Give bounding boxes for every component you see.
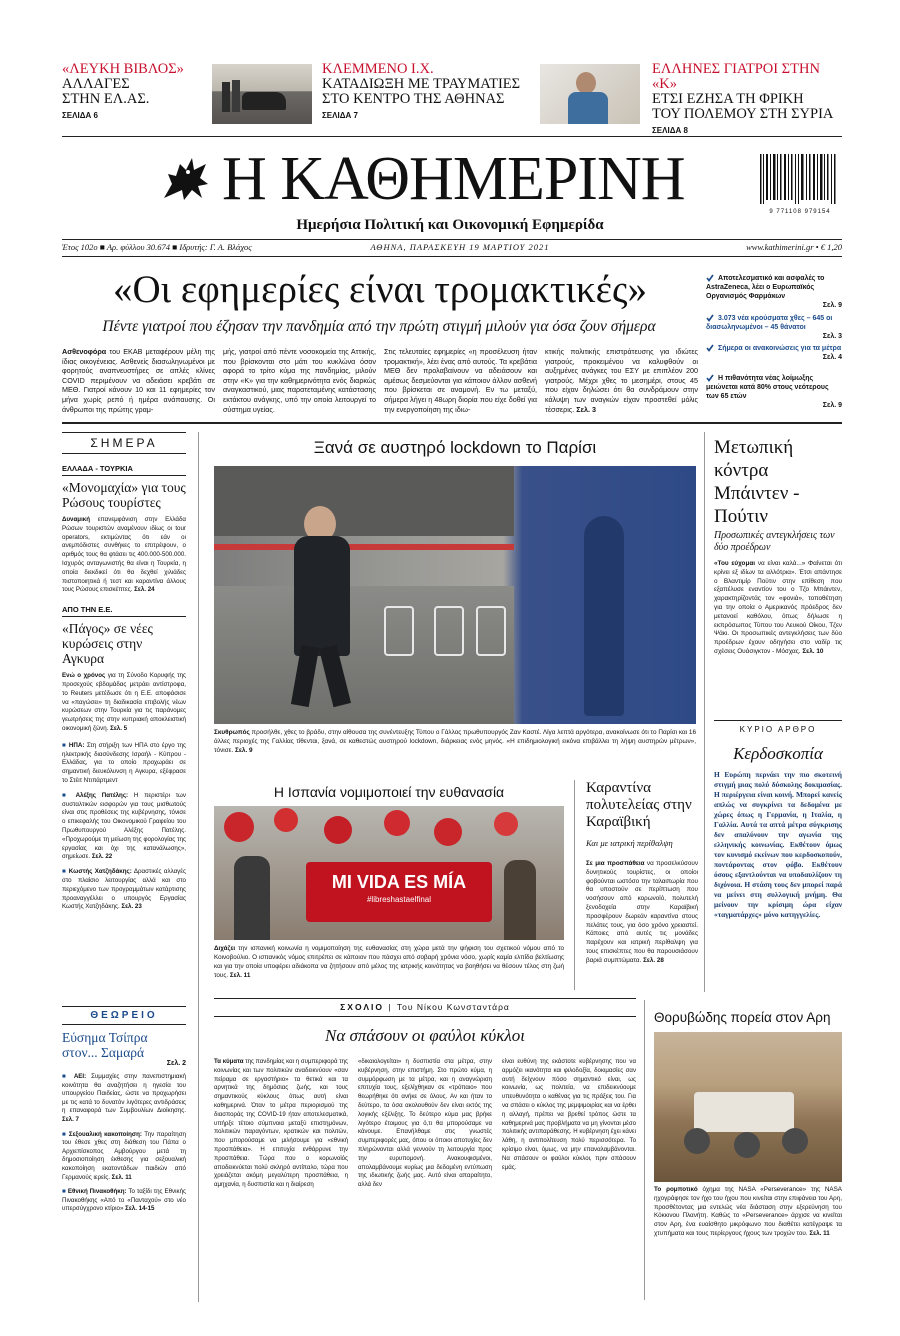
theorio-bullet[interactable]: ■ Εθνική Πινακοθήκη: Το ταξίδι της Εθνικής Πινακοθήκης «Από το «Πανταχού» στο νέο υπερσύγχρονο κτίριο» Σελ. 14-15	[62, 1188, 187, 1213]
spain-caption: Διχάζει την ισπανική κοινωνία η νομιμοποίηση της ευθανασίας στη χώρα μετά την ψήφιση του σχετικού νόμου από το Κοινοβούλιο. Ο ισπανικός νόμος επιτρέπει σε κάποιον που πάσχει από σοβαρή χρόνια νόσο, χωρίς καμία ελπίδα βελτίωσης και για την οποία υποφέρει αδιάκοπα να ζητήσουν από μέλος της ιατρικής κοινότητας να βοηθήσει να θέσουν τέλος στη ζωή τους. Σελ. 11	[214, 945, 564, 979]
brief-item[interactable]	[706, 374, 842, 414]
lead-col-text: κτικής πολιτικής επιστράτευσης για ιδιώτες γιατρούς, προκειμένου να καλυφθούν οι αυξημένες ανάγκες του ΕΣΥ με επιπλέον 200 γιατρούς. Μέχρι χθες το μεσημέρι, στους 45 που είχαν δηλώσει ότι θα συνδράμουν στην κάλυψη των αναγκών είχαν προστεθεί μόλις τέσσερις.	[545, 347, 698, 414]
divider	[62, 475, 186, 476]
today-item-title: «Πάγος» σε νέες κυρώσεις στην Αγκυρα	[62, 621, 153, 667]
page-ref: Σελ. 11	[229, 972, 251, 979]
masthead-title[interactable]: Η ΚΑΘΗΜΕΡΙΝΗ	[222, 145, 685, 213]
section-label: ΕΛΛΑΔΑ - ΤΟΥΡΚΙΑ	[62, 464, 133, 473]
column-rule	[644, 1000, 645, 1300]
lead-col-3	[384, 347, 537, 414]
lead-col-text: Στις τελευταίες εφημερίες «η προσέλευση ήταν τρομακτική», λέει ένας από αυτούς. Τα κρεβάτια ΜΕΘ δεν προλαβαίνουν να αδειάσουν και αμέσως δεσμεύονται για κάποιον άλλον ασθενή που βρίσκεται σε αναμονή. Εν τω μεταξύ, σήμερα λήγει η 48ωρη διορία που είχε δοθεί για την ενεργοποίηση της ιδιω-	[384, 347, 537, 414]
mars-headline[interactable]: Θορυβώδης πορεία στον Αρη	[654, 1010, 831, 1025]
editorial-box	[714, 720, 842, 988]
teaser-page: ΣΕΛΙΔΑ 7	[322, 111, 358, 120]
divider	[62, 239, 842, 240]
page-ref: Σελ. 5	[110, 724, 128, 732]
scholio-label: ΣΧΟΛΙΟ	[340, 1002, 384, 1012]
page-ref: Σελ. 24	[134, 586, 155, 594]
brief-text: Σήμερα οι ανακοινώσεις για τα μέτρα	[718, 345, 842, 352]
teaser-photo-car	[212, 64, 312, 124]
theorio-bullet[interactable]: ■ ΑΕΙ: Συμμαχίες στην πανεπιστημιακή κοινότητα θα αναζητήσει η ηγεσία του υπουργείου Παιδείας, ώστε να προχωρήσει με τις κατά το δυνατόν λιγότερες αντιδράσεις η επαναφορά των Συμβουλίων Διοίκησης. Σελ. 7	[62, 1073, 186, 1123]
barcode	[758, 154, 842, 216]
issue-info: Έτος 102ο ■ Αρ. φύλλου 30.674 ■ Ιδρυτής: Γ. Α. Βλάχος	[62, 242, 252, 252]
carib-text: Σε μια προσπάθεια να προσελκύσουν δυνητικούς τουρίστες, οι οποίοι φοβούνται ωστόσο την ταλαιπωρία που θα υποστούν σε περίπτωση που νοσήσουν από κορωνοϊό, πολυτελή ξενοδοχεία στην Καραϊβική προσφέρουν δωρεάν καραντίνα στους πελάτες τους, για όσο χρόνο χρειαστεί. Κάποιες από αυτές τις μονάδες παρέχουν και ιατρική περίθαλψη για τους επισκέπτες που θα παρουσιάσουν βαριά συμπτώματα. Σελ. 28	[586, 860, 698, 964]
scholio-col-1: Τα κύματα της πανδημίας και η συμπεριφορά της κοινωνίας και των πολιτικών αναδεικνύουν «σαν πείραμα σε εργαστήριο» τα θετικά και τα αρνητικά της δημόσιας ζωής, και τους σημαντικούς κύκλους όπως αυτή είναι καθημερινά. Όταν το μέτρα περιορισμού της διασποράς της COVID-19 ήταν αποτελεσματικά, υπήρξε τέτοιο σύμπνοια μεταξύ επιστημόνων, πολιτικών παραγόντων, κρατικών και πολιτών, που μπορούσαμε να μιλήσουμε για «εθνική προσπάθεια». Η επιτυχία ενθάρρυνε την προσπάθεια. Τώρα που ο κορωνοϊός αποδεικνύεται πολύ σκληρό αντίπαλο, τώρα που χρειάζεται ακόμη μεγαλύτερη προσπάθεια, η αμηχανία, η δυσπιστία και η διαίρεση	[214, 1058, 348, 1189]
page-ref: Σελ. 9	[235, 747, 253, 754]
banner-tag: #libreshastaelfinal	[366, 895, 432, 904]
spain-headline[interactable]: Η Ισπανία νομιμοποιεί την ευθανασία	[273, 784, 505, 800]
brief-item[interactable]	[706, 344, 842, 374]
spain-photo	[214, 806, 564, 940]
page-ref: Σελ. 3	[822, 333, 842, 340]
theorio-title[interactable]: Εύσημα Τσίπρα στον... Σαμαρά	[62, 1030, 148, 1060]
teaser-kicker: «ΛΕΥΚΗ ΒΙΒΛΟΣ»	[62, 61, 184, 77]
scholio-col-2: «δικαιολογείται» η δυσπιστία στα μέτρα, στην κυβέρνηση, στην επιστήμη. Στο πρώτο κύμα, η συμμόρφωση με τα μέτρα, και η αναγνώριση επιτυχία τους, εξελίχθηκαν σε «τρόπαιο» που θεωρήθηκε ότι ανήκε σε όλους. Αν και ήταν το δεύτερο, τα όσα ακολουθούν δεν είναι εκτός της λογικής εξέλιξης. Το δεύτερο κύμα μας βρήκε λιγότερο έτοιμους για ό,τι θα μπορούσαμε να κάνουμε. Επανήλθαμε στις γνωστές συμπεριφορές μας, όπου οι όποιοι αποτυχίες δεν πληρώνονται αλλά γεννούν τη λειτουργία προς την ευρυπομονή. Ανακουφισμένοι, απολαμβάνουμε κυρίως μια δεδομένη εντύπωση της ιδιωτικής ζωής μας. Αυτό είναι απαραίτητο, αλλά δεν	[358, 1058, 492, 1189]
putin-headline[interactable]: Μετωπική κόντρα Μπάιντεν - Πούτιν	[714, 437, 800, 527]
lead-col-4	[545, 347, 698, 414]
protest-banner	[306, 862, 492, 922]
page-ref: Σελ. 3	[576, 404, 596, 414]
teaser-line: ΣΤΗΝ ΕΛ.ΑΣ.	[62, 91, 150, 107]
today-item-text: Δυναμική επανεμφάνιση στην Ελλάδα Ρώσων τουριστών αναμένουν ιδίως οι tour operators, εκτιμώντας ότι εάν οι ανεμπόδιστες συνθήκες το επιτρέψουν, ο αριθμός τους θα φτάσει τις 400.000-500.000. Ισχυρός ανταγωνιστής θα είναι η Τουρκία, η οποία διεκδικεί ότι θα δεχθεί χιλιάδες πιστοποιητικά ή τεστ και καραντίνα άλλους τους Ρώσους επισκέπτες. Σελ. 24	[62, 516, 186, 594]
banner-text: MI VIDA ES MÍA	[331, 872, 467, 892]
checkmark-icon	[706, 314, 714, 322]
carib-headline[interactable]: Καραντίνα πολυτελείας στην Καραϊβική	[586, 780, 692, 830]
brief-text: Αποτελεσματικό και ασφαλές το AstraZeneca, λέει ο Ευρωπαϊκός Οργανισμός Φαρμάκων	[706, 275, 825, 300]
page-ref: Σελ. 2	[166, 1060, 186, 1067]
scholio-author: Του Νίκου Κωνσταντάρα	[396, 1002, 510, 1012]
today-item-text: Ενώ ο χρόνος για τη Σύνοδο Κορυφής της προσεχούς εβδομάδας μετράει αντίστροφα, το Reuters μετέδωσε ότι η Ε.Ε. αποφάσισε να «παγώσει» τη διαδικασία επιβολής νέων κυρώσεων στην Τουρκία για τις παράνομες γεωτρήσεις της στην κυπριακή αποκλειστική οικονομική ζώνη. Σελ. 5	[62, 672, 186, 732]
teaser-photo-doctor	[540, 64, 640, 124]
section-label: ΑΠΟ ΤΗΝ Ε.Ε.	[62, 605, 113, 615]
lead-headline[interactable]: «Οι εφημερίες είναι τρομακτικές»	[113, 268, 647, 311]
paris-headline[interactable]: Ξανά σε αυστηρό lockdown το Παρίσι	[313, 438, 597, 457]
divider	[62, 422, 842, 424]
putin-subhead: Προσωπικές αντεγκλήσεις των δύο προέδρων	[714, 530, 835, 553]
briefs-list	[706, 274, 842, 414]
brief-item[interactable]	[706, 274, 842, 314]
lead-subhead: Πέντε γιατροί που έζησαν την πανδημία από την πρώτη στιγμή μιλούν για όσα ζουν σήμερα	[102, 318, 656, 335]
barcode-icon	[758, 154, 842, 204]
teaser-line: ΚΑΤΑΔΙΩΞΗ ΜΕ ΤΡΑΥΜΑΤΙΕΣ	[322, 76, 521, 92]
page-ref: Σελ. 28	[643, 956, 664, 964]
page-ref: Σελ. 4	[822, 354, 842, 361]
today-item[interactable]	[62, 605, 186, 734]
theorio-column	[62, 1006, 186, 1306]
page-ref: Σελ. 11	[809, 1229, 830, 1237]
barcode-number: 9 771108 979154	[769, 209, 831, 215]
lead-body	[62, 347, 698, 417]
teaser-1[interactable]	[62, 62, 202, 120]
divider	[62, 616, 186, 617]
editorial-label: ΚΥΡΙΟ ΑΡΘΡΟ	[739, 725, 817, 734]
editorial-title[interactable]: Κερδοσκοπία	[733, 744, 823, 763]
today-header: ΣΗΜΕΡΑ	[62, 432, 186, 454]
today-bullet[interactable]: ■ ΗΠΑ: Στη στήριξη των ΗΠΑ στο έργο της ηλεκτρικής διασύνδεσης Ισραήλ - Κύπρου - Ελλάδας, για το οποίο προχωράει σε σημαντική διευκόλυνση η Αγκυρα, εξέφρασε το Στέιτ Ντιπάρτμεντ	[62, 741, 186, 784]
teaser-3[interactable]	[652, 62, 842, 135]
scholio-label-row: ΣΧΟΛΙΟ | Του Νίκου Κωνσταντάρα	[340, 1002, 510, 1012]
checkmark-icon	[706, 274, 714, 282]
teaser-line: ΣΤΟ ΚΕΝΤΡΟ ΤΗΣ ΑΘΗΝΑΣ	[322, 91, 505, 107]
today-bullet[interactable]: ■ Αλέξης Πατέλης: Η περιστέρι των συσταλτικών εισφορών για τους μισθωτούς είναι στις προθέσεις της κυβέρνησης, τόνισε ο επικεφαλής του Οικονομικού Γραφείου του Πρωθυπουργού Αλέξης Πατέλης. «Προχωρούμε τη μείωση της φορολογίας της εργασίας και όχι της κατανάλωσης», σημείωσε. Σελ. 22	[62, 791, 186, 861]
putin-text: «Του εύχομαι να είναι καλά...» Φαίνεται ότι κρίνει εξ ιδίων τα αλλότρια». Έτσι απάντησε ο Βλαντιμίρ Πούτιν στην επίθεση που εξαπέλυσε εναντίον του ο Τζο Μπάιντεν, χαρακτηρίζοντάς τον «φονιά», τοποθέτηση για την οποία ο Αμερικανός πρόεδρος δεν μετανοεί καθόλου, όπως δήλωσε η εκπρόσωπος Τύπου του Λευκού Οίκου, Τζεν Ψάκι. Οι προσωπικές αντεγκλήσεις των δύο προέδρων έχουν οδηγήσει στο ναδίρ τις σχέσεις Ουάσιγκτον - Μόσχας. Σελ. 10	[714, 560, 842, 655]
paris-photo	[214, 466, 696, 724]
brief-text: Η πιθανότητα νέας λοίμωξης μειώνεται κατά 80% στους νεότερους των 65 ετών	[706, 375, 829, 400]
divider	[714, 720, 842, 721]
teaser-line: ΕΤΣΙ ΕΖΗΣΑ ΤΗ ΦΡΙΚΗ	[652, 91, 804, 107]
today-bullet[interactable]: ■ Κωστής Χατζηδάκης: Δραστικές αλλαγές στο πλαίσιο λειτουργίας αλλά και στο περιεχόμενο των προγραμμάτων κατάρτισης προαναγγέλλει ο υπουργός Εργασίας Κωστής Χατζηδάκης. Σελ. 23	[62, 868, 186, 911]
teaser-2[interactable]	[322, 62, 522, 120]
divider	[214, 1016, 636, 1017]
divider	[214, 998, 636, 999]
paris-caption: Σκυθρωπός προσήλθε, χθες το βράδυ, στην αίθουσα της συνέντευξης Τύπου ο Γάλλος πρωθυπουργός Ζαν Καστέ. Λίγα λεπτά αργότερα, ανακοίνωσε ότι το Παρίσι και 16 άλλες περιοχές της Γαλλίας τίθενται, ξανά, σε καθεστώς αυστηρού lockdown, διάρκειας ενός μηνός. «Η επιδημιολογική εικόνα επιβάλλει τη λήψη αυστηρών μέτρων», τόνισε. Σελ. 9	[214, 729, 696, 754]
theorio-header: ΘΕΩΡΕΙΟ	[62, 1006, 186, 1025]
teaser-line: ΑΛΛΑΓΕΣ	[62, 76, 130, 92]
lead-col-2	[223, 347, 376, 414]
divider	[62, 136, 842, 137]
scholio-col-3: είναι ευθύνη της εκάστοτε κυβέρνησης που να αρμόζει ικανότητα και φιλοδοξία, δοκιμασίες σαν αυτή δείχνουν πόσο σημαντικό είναι, ως κοινωνία, ως πολιτεία, να επιδεικνύουμε υπευθυνότητα ο καθένας για τις πράξεις του. Για να σπάσει ο κύκλος της μεμψιμοιρίας και να έρθει η αλλαγή, πρέπει να βρεθεί τρόπος ώστε τα καθημερινά μας προβλήματα να μη γίνονται μέσο πολιτικής αντιπαράθεσης. Η κυβέρνηση έχει κάνει λάθη, η αντιπολίτευση πολύ περισσότερα. Το κρίσιμο είναι, όμως, να μην επαναλαμβάνονται. Να σπάσουν οι φαύλοι κύκλοι, πριν σπάσουν εμάς.	[502, 1058, 636, 1171]
mars-caption: Το ρομποτικό όχημα της NASA «Perseverance» της NASA ηχογράφησε τον ήχο του ήχου που κινείται στην επιφάνεια του Αρη, προσθέτοντας μια εντελώς νέα διάσταση στην εξερεύνηση του Κόκκινου Πλανήτη. Καθώς το «Perseverance» άρχισε να κινείται στον Αρη, ένα ευαίσθητο μικρόφωνο που διαθέτει κατέγραψε τα χτυπήματα και τους περίεργους ήχους των τροχών του. Σελ. 11	[654, 1186, 842, 1237]
lead-col-lead: Ασθενοφόρα	[62, 347, 107, 356]
mars-photo	[654, 1032, 842, 1182]
page-ref: Σελ. 9	[822, 402, 842, 409]
editorial-text: Η Ευρώπη περνάει την πιο σκοτεινή στιγμή μιας πολύ δύσκολης δοκιμασίας. Η περιέργεια είναι κοινή. Μπορεί κανείς απλώς να συγκρίνει τα δεδομένα με χώρες όπως η Γερμανία, η Ιταλία, η Γαλλία. Αυτά τα απτά μέτρα σύγκρισης δεν απαλύνουν την αγωνία της ελληνικής κοινωνίας. Εκθέτουν όμως τον κυνισμό εκείνων που κερδοσκοπούν, ποντάροντας στον φόβο. Εκθέτουν όσους εξαντλούνται να υποδαυλίζουν τη διχόνοια. Η στάση τους δεν μπορεί παρά να μείνει στη συλλογική μνήμη. Θα μείνουν την κρίσιμη ώρα είχαν «ταγματάρχες» μόνο κατηγγελίες.	[714, 770, 842, 919]
teaser-kicker: ΕΛΛΗΝΕΣ ΓΙΑΤΡΟΙ ΣΤΗΝ «Κ»	[652, 61, 820, 92]
column-rule	[704, 432, 705, 992]
theorio-bullet[interactable]: ■ Σεξουαλική κακοποίηση: Την παραίτηση του έθεσε χθες στη διάθεση του Πάπα ο Αρχιεπίσκοπος Αμβούργου μετά τη δημοσιοποίηση έκθεσης για σεξουαλική κακοποίηση εκατοντάδων παιδιών από Γερμανούς ιερείς. Σελ. 11	[62, 1130, 186, 1181]
divider	[62, 256, 842, 257]
masthead-subtitle: Ημερήσια Πολιτική και Οικονομική Εφημερίδα	[296, 217, 604, 233]
logo-griffin-icon	[158, 150, 214, 206]
today-column	[62, 432, 186, 1002]
lead-col-1	[62, 347, 215, 414]
carib-subhead: Και με ιατρική περίθαλψη	[586, 838, 673, 848]
teaser-kicker: ΚΛΕΜΜΕΝΟ Ι.Χ.	[322, 61, 434, 77]
teaser-page: ΣΕΛΙΔΑ 6	[62, 111, 98, 120]
column-rule	[198, 432, 199, 1302]
brief-item[interactable]	[706, 314, 842, 344]
checkmark-icon	[706, 344, 714, 352]
page-ref: Σελ. 10	[802, 647, 824, 655]
lead-col-text: μής, γιατροί από πέντε νοσοκομεία της Αττικής, που βρίσκονται στο μάτι του κυκλώνα όσον αφορά το τρίτο κύμα της πανδημίας, μιλούν στην «Κ» για την καθημερινότητα ενός διαρκώς αναγκαστικού, μιας παρατεταμένης κατάστασης εκτάκτου ανάγκης, υπό την οποία λειτουργεί το σύστημα υγείας.	[223, 347, 376, 414]
column-rule	[574, 780, 575, 990]
brief-text: 3.073 νέα κρούσματα χθες – 645 οι διασωληνωμένοι – 45 θάνατοι	[706, 315, 833, 331]
teaser-page: ΣΕΛΙΔΑ 8	[652, 126, 688, 135]
issue-date: ΑΘΗΝΑ, ΠΑΡΑΣΚΕΥΗ 19 ΜΑΡΤΙΟΥ 2021	[370, 242, 550, 252]
website-price[interactable]: www.kathimerini.gr • € 1,20	[746, 242, 842, 252]
teaser-bar	[62, 61, 842, 135]
lead-col-text: του ΕΚΑΒ μεταφέρουν μέλη της ίδιας οικογένειας. Ασθενείς διασωληνωμένοι με φορητούς αναπνευστήρες σε απλές κλίνες COVID περιμένουν να αδειάσει κρεβάτι σε ΜΕΘ. Γιατροί κάνουν 10 και 11 εφημερίες τον μήνα χωρίς ρεπό ή ημέρα ανάπαυσης. Οι άνθρωποι της πρώτης γραμ-	[62, 347, 215, 414]
checkmark-icon	[706, 374, 714, 382]
today-item-title: «Μονομαχία» για τους Ρώσους τουρίστες	[62, 480, 186, 510]
scholio-title[interactable]: Να σπάσουν οι φαύλοι κύκλοι	[325, 1026, 525, 1045]
today-item[interactable]	[62, 464, 186, 595]
teaser-line: ΤΟΥ ΠΟΛΕΜΟΥ ΣΤΗ ΣΥΡΙΑ	[652, 106, 834, 122]
page-ref: Σελ. 9	[822, 302, 842, 309]
